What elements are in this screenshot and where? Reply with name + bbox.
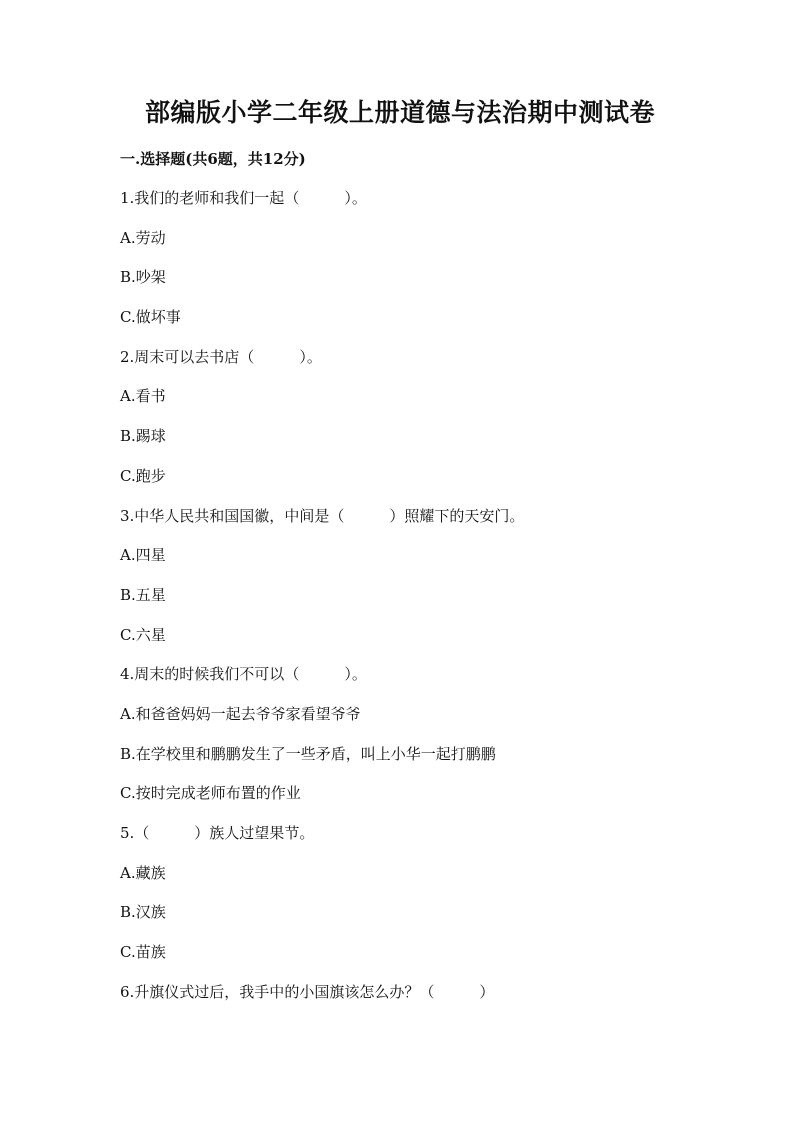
answer-option: C.按时完成老师布置的作业 <box>120 784 301 803</box>
answer-option: C.六星 <box>120 625 166 644</box>
answer-option: C.苗族 <box>120 943 166 962</box>
section-header: 一.选择题(共6题，共12分) <box>120 150 306 168</box>
answer-option: C.跑步 <box>120 466 166 485</box>
answer-option: B.五星 <box>120 585 166 604</box>
answer-option: A.和爸爸妈妈一起去爷爷家看望爷爷 <box>120 704 361 723</box>
answer-option: C.做坏事 <box>120 308 181 327</box>
question-list <box>120 186 720 1019</box>
question-stem: 2.周末可以去书店（ ）。 <box>120 347 322 366</box>
question-stem: 3.中华人民共和国国徽，中间是（ ）照耀下的天安门。 <box>120 506 525 525</box>
answer-option: A.四星 <box>120 546 166 565</box>
answer-option: A.藏族 <box>120 863 166 882</box>
answer-option: B.吵架 <box>120 268 166 287</box>
answer-option: A.劳动 <box>120 228 166 247</box>
answer-option: B.汉族 <box>120 903 166 922</box>
answer-option: B.在学校里和鹏鹏发生了一些矛盾，叫上小华一起打鹏鹏 <box>120 744 496 763</box>
question-stem: 1.我们的老师和我们一起（ ）。 <box>120 189 367 207</box>
question-stem: 4.周末的时候我们不可以（ ）。 <box>120 665 367 684</box>
question-stem: 5.（ ）族人过望果节。 <box>120 824 315 842</box>
answer-option: B.踢球 <box>120 427 166 446</box>
exam-title: 部编版小学二年级上册道德与法治期中测试卷 <box>144 98 655 127</box>
question-stem: 6.升旗仪式过后，我手中的小国旗该怎么办？（ ） <box>120 982 495 1001</box>
answer-option: A.看书 <box>120 387 166 406</box>
